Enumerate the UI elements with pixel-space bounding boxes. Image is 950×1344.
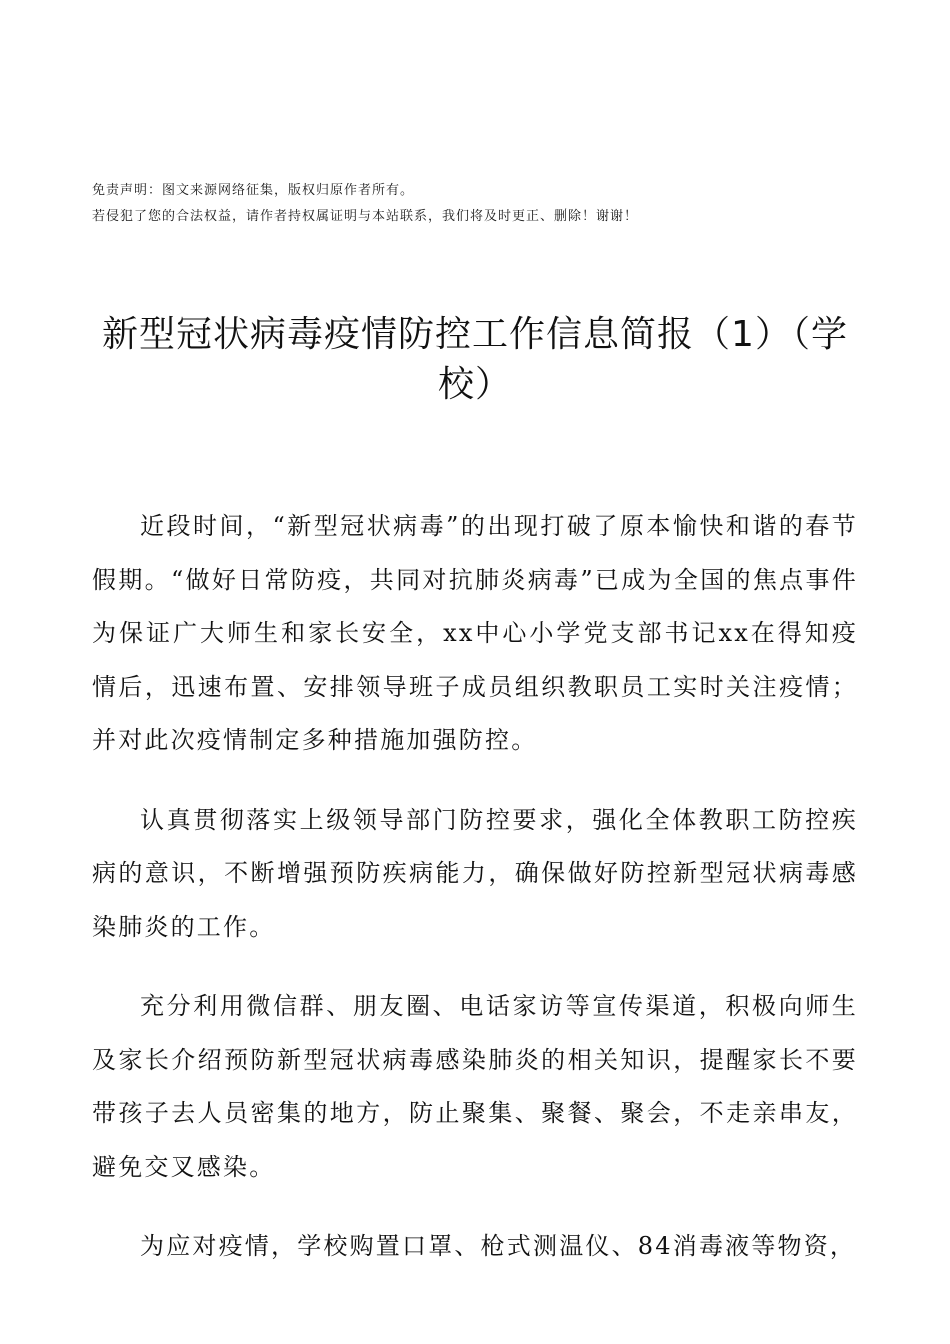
disclaimer [92,178,872,230]
disclaimer-line-1: 免责声明：图文来源网络征集，版权归原作者所有。 [92,183,415,198]
document-title: 新型冠状病毒疫情防控工作信息简报（1）（学校） [102,314,848,405]
paragraph-3: 充分利用微信群、朋友圈、电话家访等宣传渠道，积极向师生及家长介绍预防新型冠状病毒感染肺炎的相关知识，提醒家长不要带孩子去人员密集的地方，防止聚集、聚餐、聚会，不走亲串友，避免交叉感染。 [92,992,858,1181]
paragraph-4: 为应对疫情，学校购置口罩、枪式测温仪、84消毒液等物资， [140,1232,857,1260]
paragraph-2: 认真贯彻落实上级领导部门防控要求，强化全体教职工防控疾病的意识，不断增强预防疾病能力，确保做好防控新型冠状病毒感染肺炎的工作。 [92,805,858,941]
document-body [92,500,858,1300]
paragraph-1: 近段时间，“新型冠状病毒”的出现打破了原本愉快和谐的春节假期。“做好日常防疫，共同对抗肺炎病毒”已成为全国的焦点事件为保证广大师生和家长安全，xx中心小学党支部书记xx在得知疫情后，迅速布置、安排领导班子成员组织教职员工实时关注疫情；并对此次疫情制定多种措施加强防控。 [92,512,858,754]
disclaimer-line-2: 若侵犯了您的合法权益，请作者持权属证明与本站联系，我们将及时更正、删除！谢谢！ [92,209,639,224]
